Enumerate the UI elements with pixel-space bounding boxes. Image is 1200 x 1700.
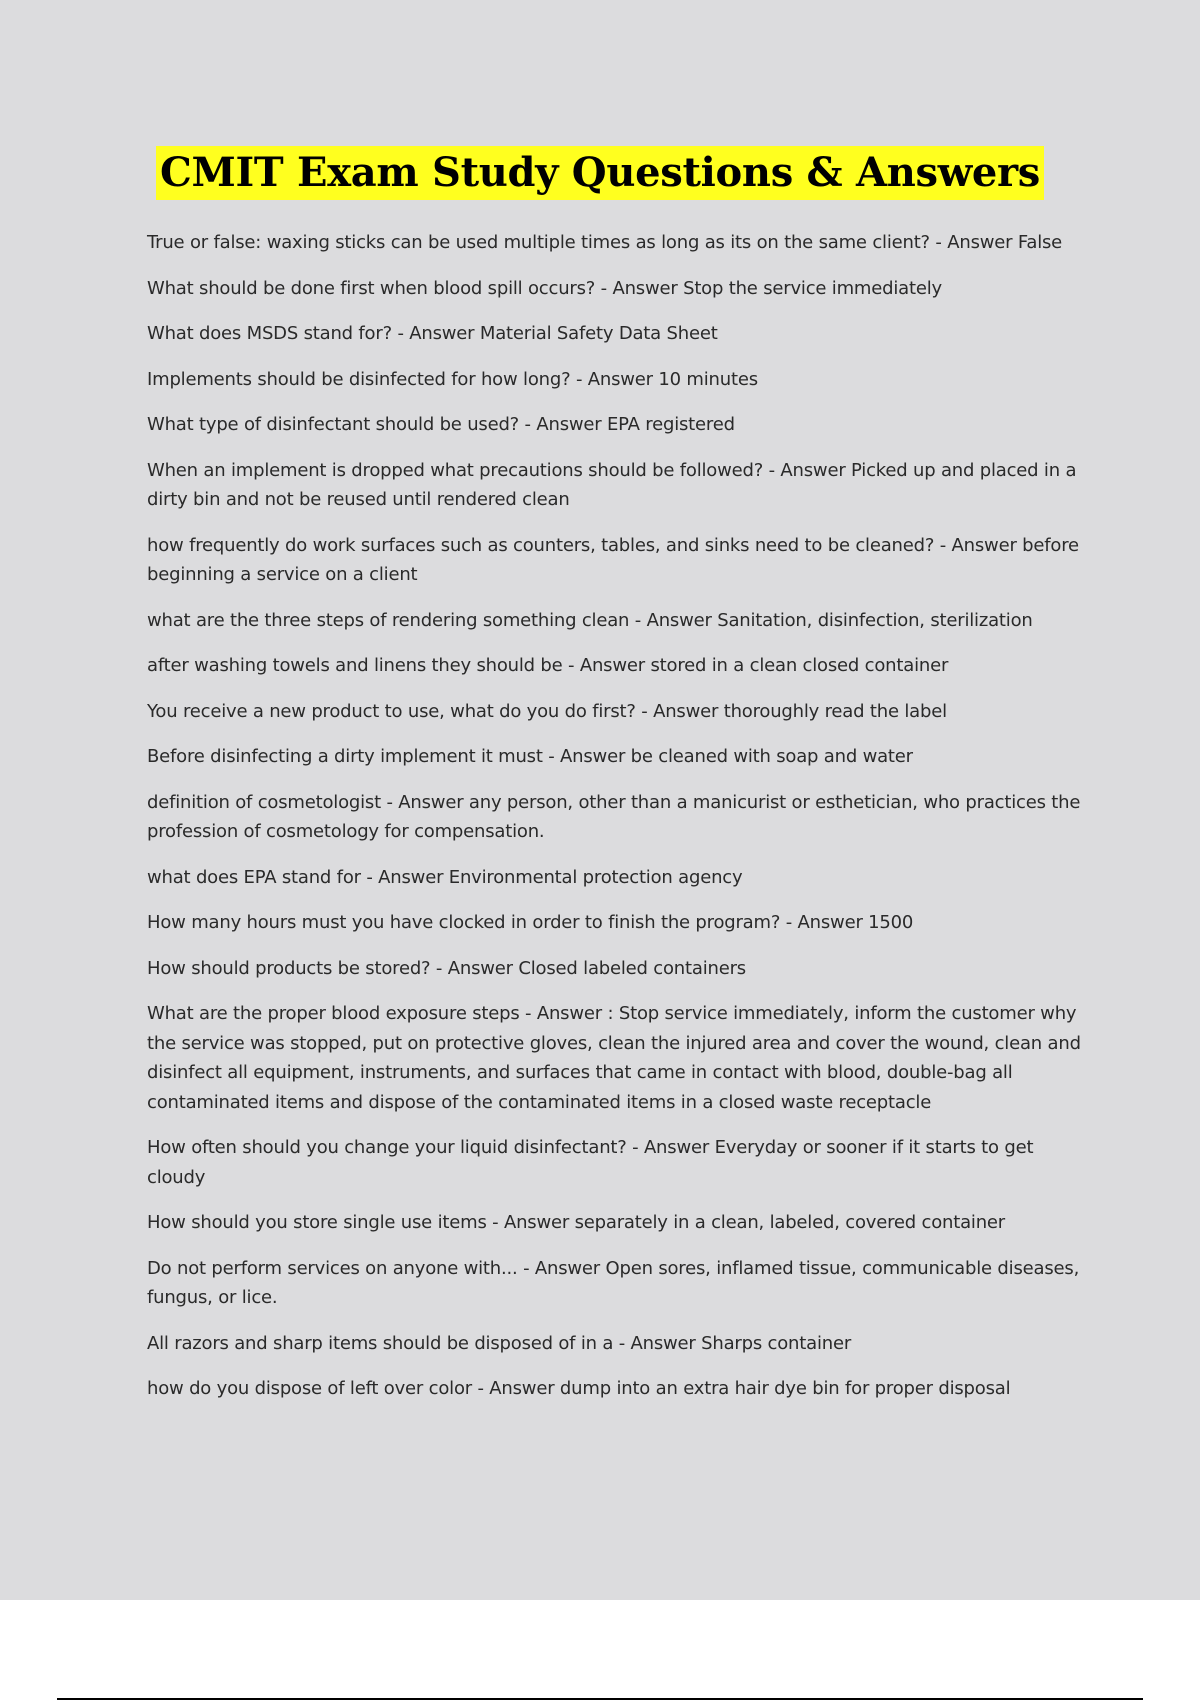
title-block	[0, 146, 1200, 200]
qa-item: How many hours must you have clocked in order to finish the program? - Answer 1500	[147, 912, 914, 933]
qa-item: How should you store single use items - Answer separately in a clean, labeled, covered container	[147, 1212, 1005, 1233]
qa-item: after washing towels and linens they should be - Answer stored in a clean closed container	[147, 655, 949, 676]
qa-item: What does MSDS stand for? - Answer Material Safety Data Sheet	[147, 323, 718, 344]
qa-list	[147, 228, 1087, 1420]
page-title: CMIT Exam Study Questions & Answers	[156, 146, 1044, 200]
qa-item: definition of cosmetologist - Answer any person, other than a manicurist or esthetician, who practices the profession of cosmetology for compensation.	[147, 791, 1081, 842]
qa-item: Do not perform services on anyone with... - Answer Open sores, inflamed tissue, communicable diseases, fungus, or lice.	[147, 1257, 1080, 1308]
qa-item: You receive a new product to use, what do you do first? - Answer thoroughly read the label	[147, 700, 947, 722]
qa-item: How should products be stored? - Answer Closed labeled containers	[147, 957, 746, 979]
qa-item: What are the proper blood exposure steps - Answer : Stop service immediately, inform the customer why the service was stopped, put on protective gloves, clean the injured area and cover the wound, clean and disinfect all equipment, instruments, and surfaces that came in contact with blood, double-bag all contaminated items and dispose of the contaminated items in a closed waste receptacle	[147, 1003, 1081, 1113]
qa-item: True or false: waxing sticks can be used multiple times as long as its on the same client? - Answer False	[147, 232, 1063, 253]
qa-item: How often should you change your liquid disinfectant? - Answer Everyday or sooner if it starts to get cloudy	[147, 1137, 1034, 1188]
qa-item: what does EPA stand for - Answer Environmental protection agency	[147, 866, 743, 888]
qa-item: Implements should be disinfected for how long? - Answer 10 minutes	[147, 368, 758, 390]
qa-item: When an implement is dropped what precautions should be followed? - Answer Picked up and placed in a dirty bin and not be reused until rendered clean	[147, 459, 1077, 510]
qa-item: how frequently do work surfaces such as counters, tables, and sinks need to be cleaned? - Answer before beginning a service on a client	[147, 534, 1079, 585]
qa-item: Before disinfecting a dirty implement it must - Answer be cleaned with soap and water	[147, 746, 913, 767]
qa-item: what are the three steps of rendering something clean - Answer Sanitation, disinfection, sterilization	[147, 609, 1033, 631]
qa-item: All razors and sharp items should be disposed of in a - Answer Sharps container	[147, 1332, 852, 1354]
qa-item: What should be done first when blood spill occurs? - Answer Stop the service immediately	[147, 277, 942, 299]
qa-item: What type of disinfectant should be used? - Answer EPA registered	[147, 414, 735, 435]
qa-item: how do you dispose of left over color - Answer dump into an extra hair dye bin for proper disposal	[147, 1378, 1011, 1399]
